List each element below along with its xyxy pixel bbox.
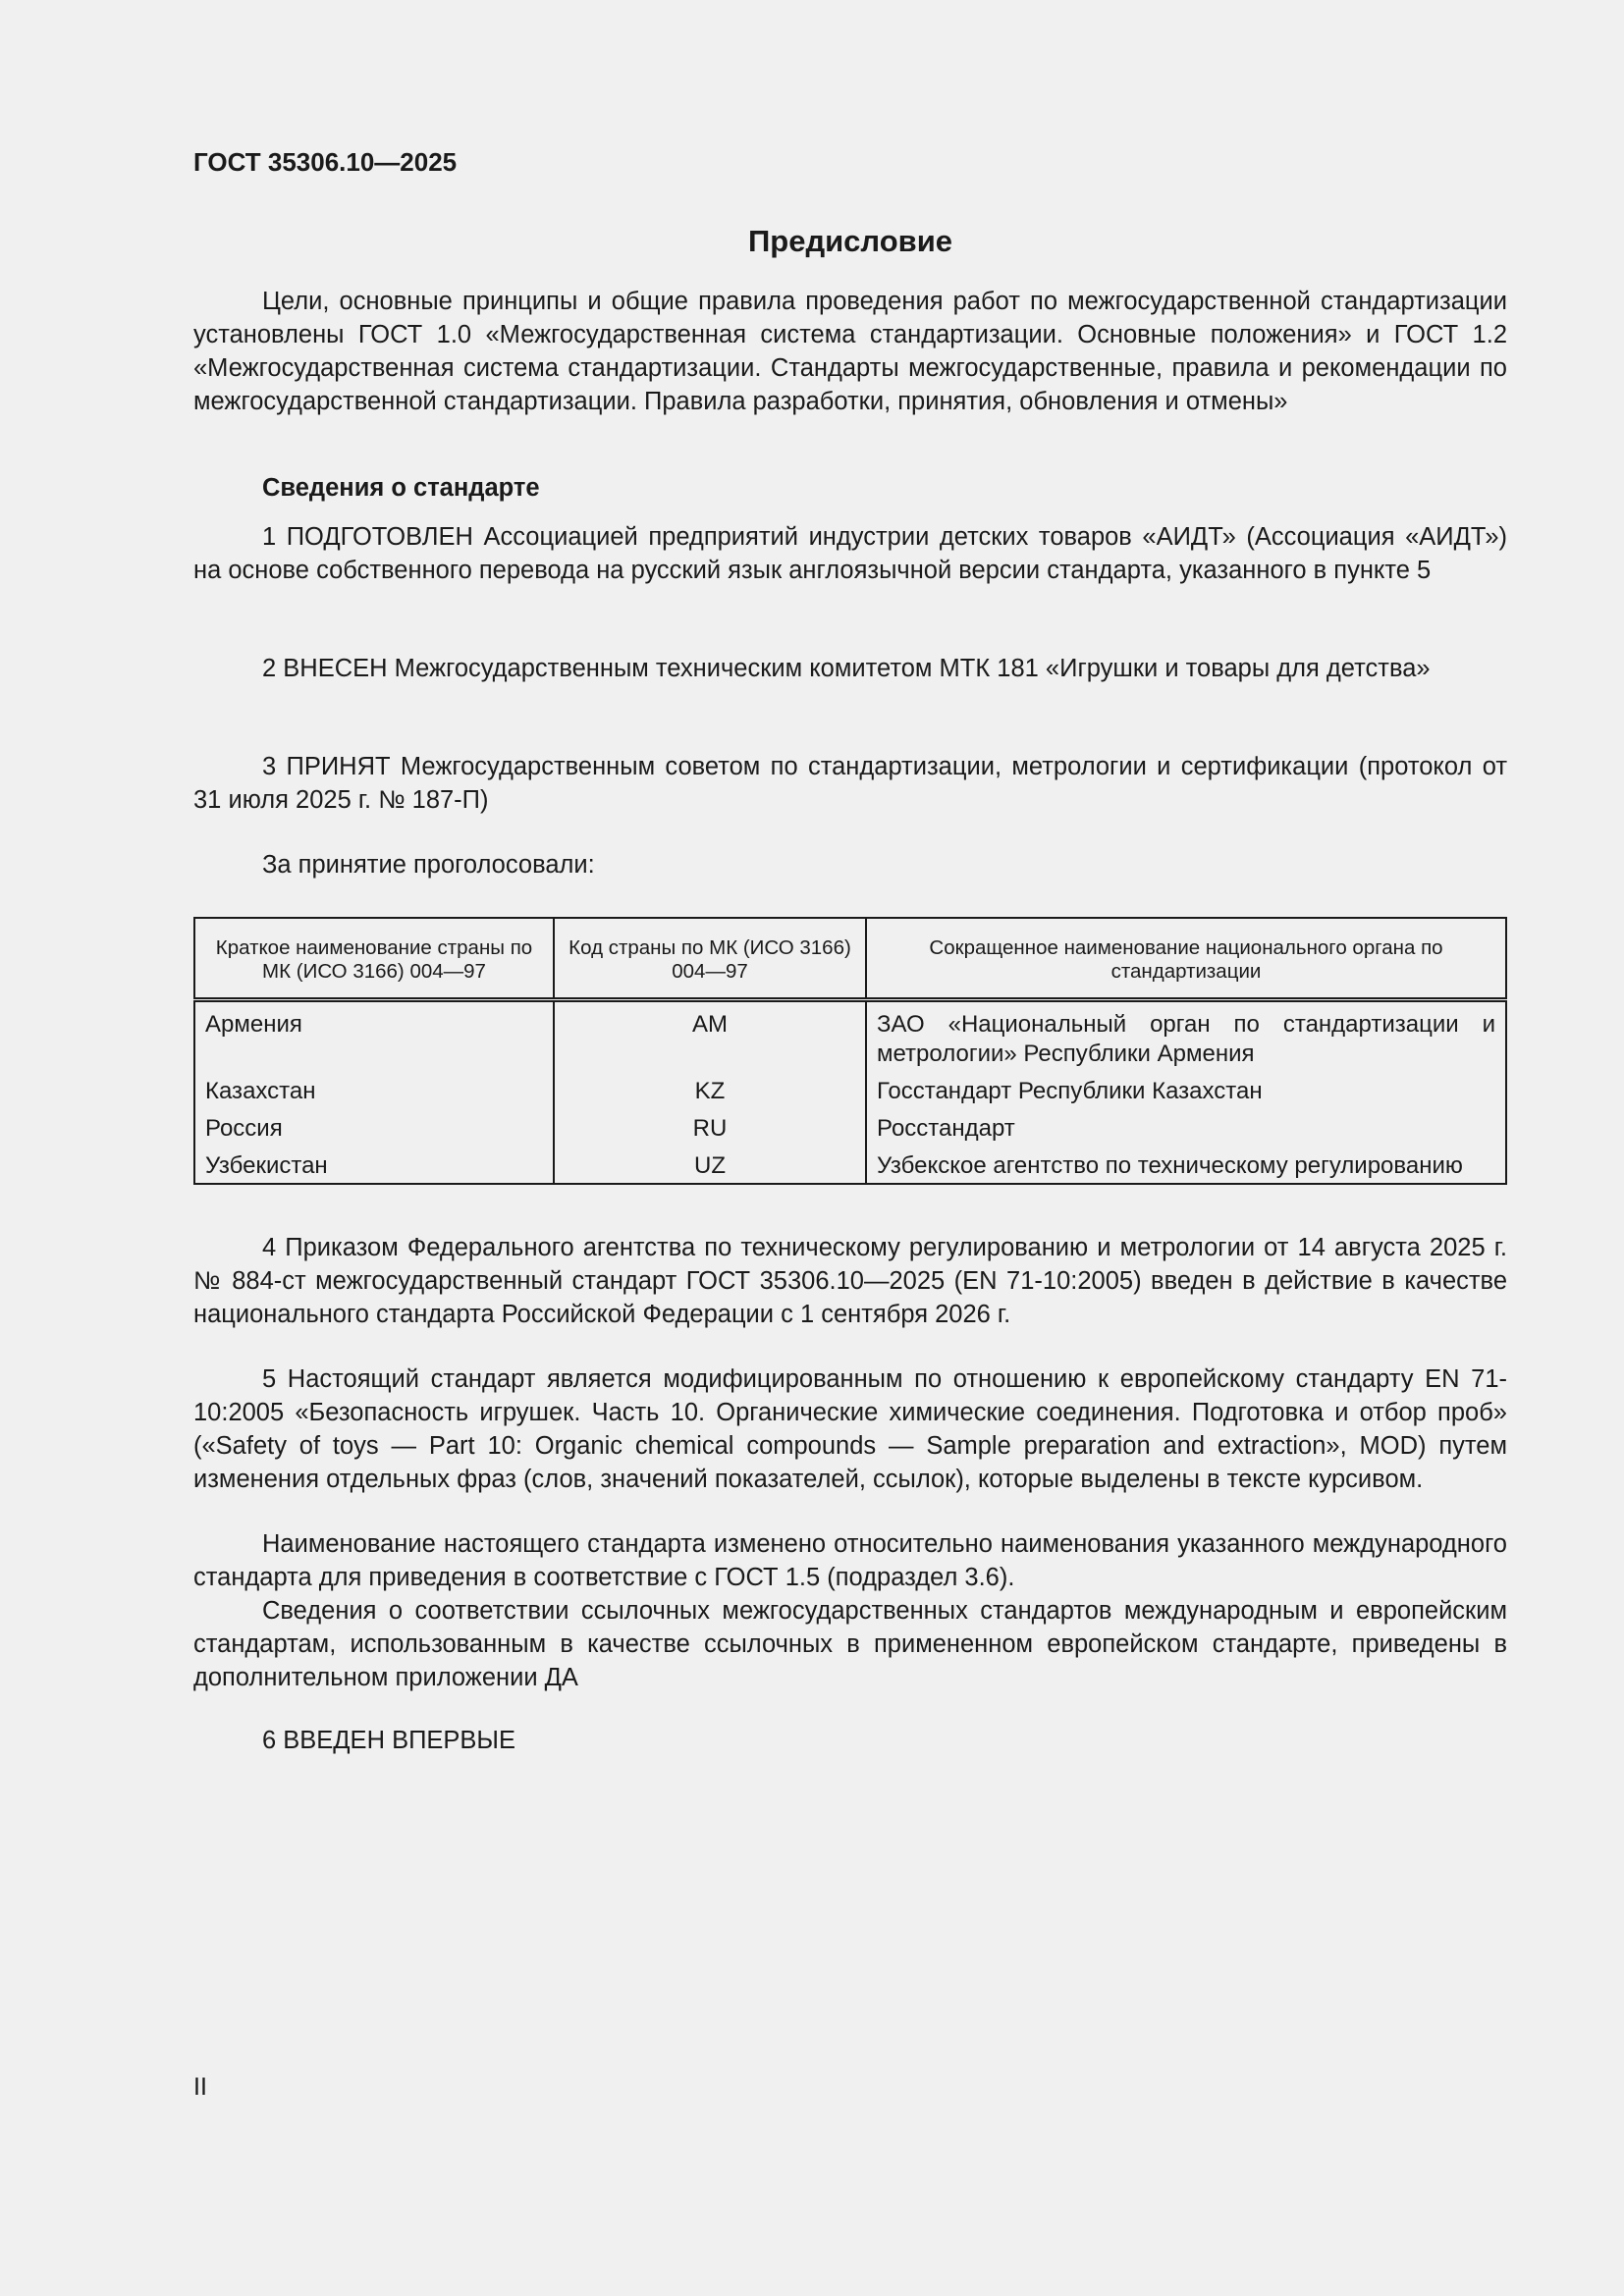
country-cell: Казахстан [194,1073,554,1110]
table-header-row [194,918,1506,1000]
code-cell: KZ [554,1073,866,1110]
item-3-paragraph: 3 ПРИНЯТ Межгосударственным советом по стандартизации, метрологии и сертификации (протокол от 31 июля 2025 г. № 187-П) [193,753,1507,814]
header-national-body: Сокращенное наименование национального органа по стандартизации [866,918,1506,1000]
document-page [193,0,1507,2296]
item-4-paragraph: 4 Приказом Федерального агентства по техническому регулированию и метрологии от 14 августа 2025 г. № 884-ст межгосударственный стандарт ГОСТ 35306.10—2025 (EN 71-10:2005) введен в действие в качестве национального стандарта Российской Федерации с 1 сентября 2026 г. [193,1234,1507,1328]
page-title: Предисловие [747,224,952,258]
table-row [194,1073,1506,1110]
header-country-name: Краткое наименование страны по МК (ИСО 3166) 004—97 [194,918,554,1000]
page-number: II [193,2073,207,2101]
item-6-paragraph: 6 ВВЕДЕН ВПЕРВЫЕ [262,1727,516,1754]
document-header: ГОСТ 35306.10—2025 [193,147,458,177]
item-5-paragraph-3: Сведения о соответствии ссылочных межгосударственных стандартов международным и европейским стандартам, использованным в качестве ссылочных в примененном европейском стандарте, приведены в дополнительном приложении ДА [193,1597,1507,1691]
org-cell: ЗАО «Национальный орган по стандартизации и метрологии» Республики Армения [877,1011,1495,1067]
code-cell: AM [554,1000,866,1074]
item-2-paragraph: 2 ВНЕСЕН Межгосударственным техническим комитетом МТК 181 «Игрушки и товары для детства» [262,655,1431,682]
section-heading: Сведения о стандарте [262,474,540,502]
org-cell: Росстандарт [877,1115,1015,1142]
item-1-paragraph: 1 ПОДГОТОВЛЕН Ассоциацией предприятий индустрии детских товаров «АИДТ» (Ассоциация «АИДТ») на основе собственного перевода на русский язык англоязычной версии стандарта, указанного в пункте 5 [193,523,1507,584]
votes-label: За принятие проголосовали: [262,851,595,879]
item-5-paragraph: 5 Настоящий стандарт является модифицированным по отношению к европейскому стандарту EN 71-10:2005 «Безопасность игрушек. Часть 10. Органические химические соединения. Подготовка и отбор проб» («Safety of toys — Part 10: Organic chemical compounds — Sample preparation and extraction», MOD) путем изменения отдельных фраз (слов, значений показателей, ссылок), которые выделены в тексте курсивом. [193,1365,1507,1493]
country-cell: Россия [194,1110,554,1148]
votes-table [193,917,1507,1185]
table-row [194,1000,1506,1074]
code-cell: UZ [554,1148,866,1184]
country-cell: Узбекистан [194,1148,554,1184]
header-country-code: Код страны по МК (ИСО 3166) 004—97 [554,918,866,1000]
org-cell: Узбекское агентство по техническому регулированию [877,1152,1463,1179]
org-cell: Госстандарт Республики Казахстан [877,1078,1263,1104]
country-cell: Армения [194,1000,554,1074]
item-5-paragraph-2: Наименование настоящего стандарта изменено относительно наименования указанного международного стандарта для приведения в соответствие с ГОСТ 1.5 (подраздел 3.6). [193,1530,1507,1591]
table-row [194,1148,1506,1184]
table-row [194,1110,1506,1148]
code-cell: RU [554,1110,866,1148]
intro-paragraph: Цели, основные принципы и общие правила проведения работ по межгосударственной стандартизации установлены ГОСТ 1.0 «Межгосударственная система стандартизации. Основные положения» и ГОСТ 1.2 «Межгосударственная система стандартизации. Стандарты межгосударственные, правила и рекомендации по межгосударственной стандартизации. Правила разработки, принятия, обновления и отмены» [193,288,1507,415]
